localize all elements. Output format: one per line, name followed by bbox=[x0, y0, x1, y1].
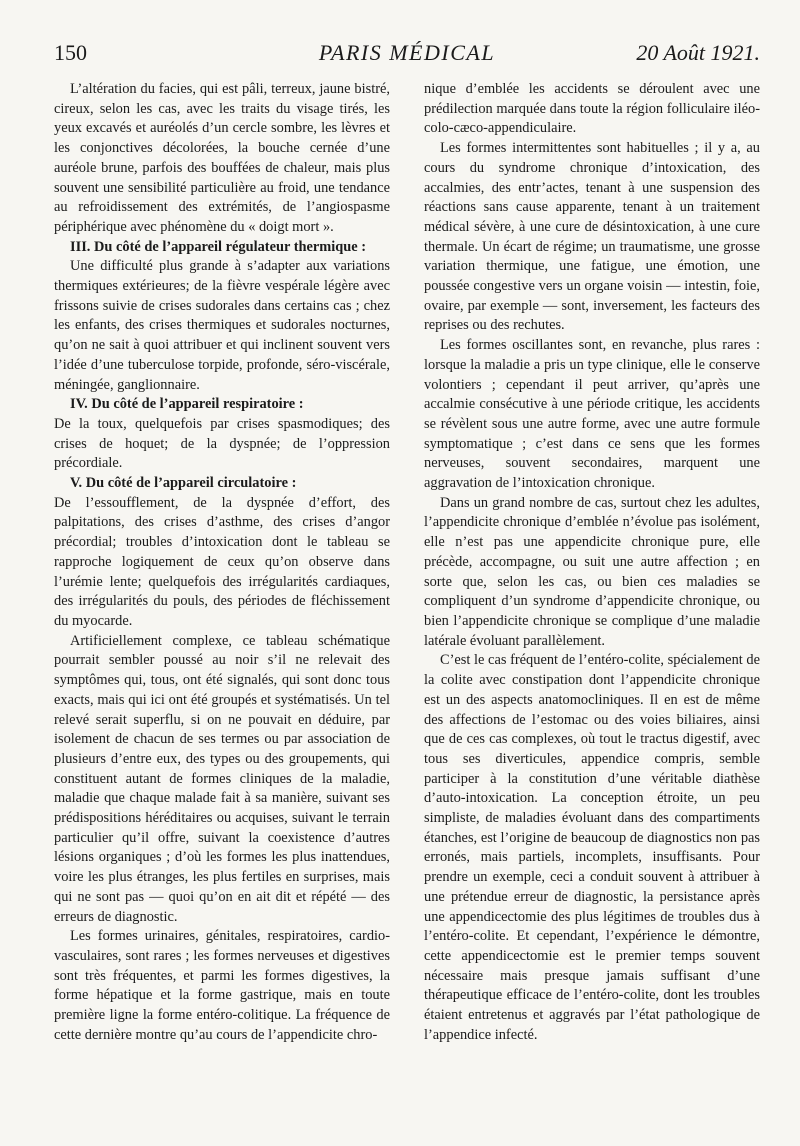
section-title: IV. Du côté de l’appareil respiratoire : bbox=[70, 396, 304, 413]
paragraph-oscillantes: Les formes oscillantes sont, en revanche, plus rares : lorsque la maladie a pris un type clinique, elle le conserve volontiers ; cependant il peut arriver, qu’après une accalmie consécutive à une période critique, les accidents se révèlent sous une autre forme, avec une autre formule symptomatique ; c’est dans ce sens que les formes nerveuses, souvent secondaires, marquent une aggravation de l’intoxication chronique. bbox=[424, 337, 760, 492]
paragraph-intermittentes: Les formes intermittentes sont habituelles ; il y a, au cours du syndrome chronique d’intoxication, des accalmies, des entr’actes, tenant à une suspension des réactions sans cause apparente, tenant à un traitement médical sévère, à une cure de désintoxication, à une cure thermale. Un écart de régime; un traumatisme, une grosse variation thermique, une fatigue, une émotion, une poussée congestive vers un organe voisin — intestin, foie, ovaire, par exemple — sont, inversement, les facteurs des reprises ou des rechutes. bbox=[424, 140, 760, 334]
right-column bbox=[424, 80, 760, 1045]
paragraph-entero-colite: C’est le cas fréquent de l’entéro-colite, spécialement de la colite avec constipation dont l’appendicite chronique est un des aspects anatomocliniques. Il en est de même des affections de l’estomac ou des voies biliaires, ainsi que de ces cas complexes, où tout le tractus digestif, avec tous ses diverticules, appendice compris, semble participer à la constitution d’une véritable diathèse d’auto-intoxication. La conception étroite, un peu simpliste, de maladies évoluant dans des compartiments étanches, est l’origine de beaucoup de diagnostics non pas erronés, mais partiels, incomplets, insuffisants. Pour prendre un exemple, ceci a conduit souvent à attribuer à une prétendue erreur de diagnostic, la persistance après une appendicectomie des plus légitimes de troubles dus à l’entéro-colite. Et cependant, l’expérience le démontre, cette appendicectomie est le premier temps souvent nécessaire mais presque jamais suffisant d’une thérapeutique efficace de l’entéro-colite, dont les troubles étaient entretenus et aggravés par l’état pathologique de l’appendice infecté. bbox=[424, 652, 760, 1043]
paragraph-facies: L’altération du facies, qui est pâli, terreux, jaune bistré, cireux, selon les cas, avec les traits du visage tirés, les yeux excavés et auréolés d’un cercle sombre, les lèvres et les conjonctives décolorées, la bouche cernée d’une auréole brune, parfois des bouffées de chaleur, mais plus souvent une sensibilité particulière au froid, une tendance au refroidissement des extrémités, de l’angiospasme périphérique avec phénomène du « doigt mort ». bbox=[54, 81, 390, 235]
section-title: V. Du côté de l’appareil circulatoire : bbox=[70, 475, 297, 492]
issue-date: 20 Août 1921. bbox=[636, 40, 760, 65]
section-title: III. Du côté de l’appareil régulateur thermique : bbox=[70, 238, 367, 255]
page-number: 150 bbox=[54, 40, 87, 65]
paragraph-circulatoire: De l’essoufflement, de la dyspnée d’effort, des palpitations, des crises d’asthme, des crises d’angor précordial; troubles d’intoxication dont le tableau se rapproche logiquement de ceux qu’on observe dans l’urémie lente; quelquefois des irrégularités cardiaques, des irrégularités du pouls, des périodes de fléchissement du myocarde. bbox=[54, 494, 390, 629]
paragraph-adultes: Dans un grand nombre de cas, surtout chez les adultes, l’appendicite chronique d’emblée n’évolue pas isolément, elle n’est pas une appendicite chronique pure, elle précède, accompagne, ou suit une autre affection ; en sorte que, selon les cas, ou bien ces maladies se compliquent d’un syndrome d’appendicite chronique, ou bien l’appendicite chronique se complique d’une maladie latérale évoluant parallèlement. bbox=[424, 494, 760, 649]
paragraph-formes: Les formes urinaires, génitales, respiratoires, cardio-vasculaires, sont rares ; les formes nerveuses et digestives sont très fréquentes, et parmi les formes digestives, la forme hépatique et la forme gastrique, mais en toute première ligne la forme entéro-colitique. La fréquence de cette dernière montre qu’au cours de l’appendicite chro- bbox=[54, 928, 390, 1043]
section-heading-thermique bbox=[54, 238, 390, 258]
section-heading-circulatoire bbox=[54, 474, 390, 494]
paragraph-thermique: Une difficulté plus grande à s’adapter aux variations thermiques extérieures; de la fièvre vespérale légère avec frissons suivie de crises sudorales dans certains cas ; chez les enfants, des crises thermiques et sudorales nocturnes, qu’on ne sait à quoi attribuer et qui inclinent souvent vers l’idée d’une tuberculose torpide, profonde, séro-viscérale, méningée, ganglionnaire. bbox=[54, 258, 390, 393]
left-column bbox=[54, 80, 390, 1045]
paragraph-continuation: nique d’emblée les accidents se déroulent avec une prédilection marquée dans toute la région folliculaire iléo-colo-cæco-appendiculaire. bbox=[424, 81, 760, 137]
paragraph-tableau: Artificiellement complexe, ce tableau schématique pourrait sembler poussé au noir s’il ne relevait des symptômes qui, tous, ont été signalés, qui sont donc tous exacts, mais qui ici ont été groupés et systématisés. Un tel relevé serait superflu, si on ne pouvait en déduire, par isolement de chacun de ses termes ou par association de plusieurs d’entre eux, des types ou des groupements, qui constituent autant de formes cliniques de la maladie, maladie que chaque malade fait à sa manière, suivant ses prédispositions héréditaires ou acquises, suivant le terrain particulier qu’il offre, suivant la coexistence d’autres lésions organiques ; d’où les formes les plus inattendues, voire les plus étranges, les plus fertiles en surprises, mais qui ne sont pas — quoi qu’on en ait dit et répété — des erreurs de diagnostic. bbox=[54, 632, 390, 925]
text-columns bbox=[54, 80, 760, 1045]
journal-title: PARIS MÉDICAL bbox=[318, 40, 496, 65]
page-header bbox=[54, 40, 760, 76]
section-heading-respiratoire bbox=[54, 395, 390, 415]
paragraph-respiratoire: De la toux, quelquefois par crises spasmodiques; des crises de hoquet; de la dyspnée; de l’oppression précordiale. bbox=[54, 415, 390, 472]
